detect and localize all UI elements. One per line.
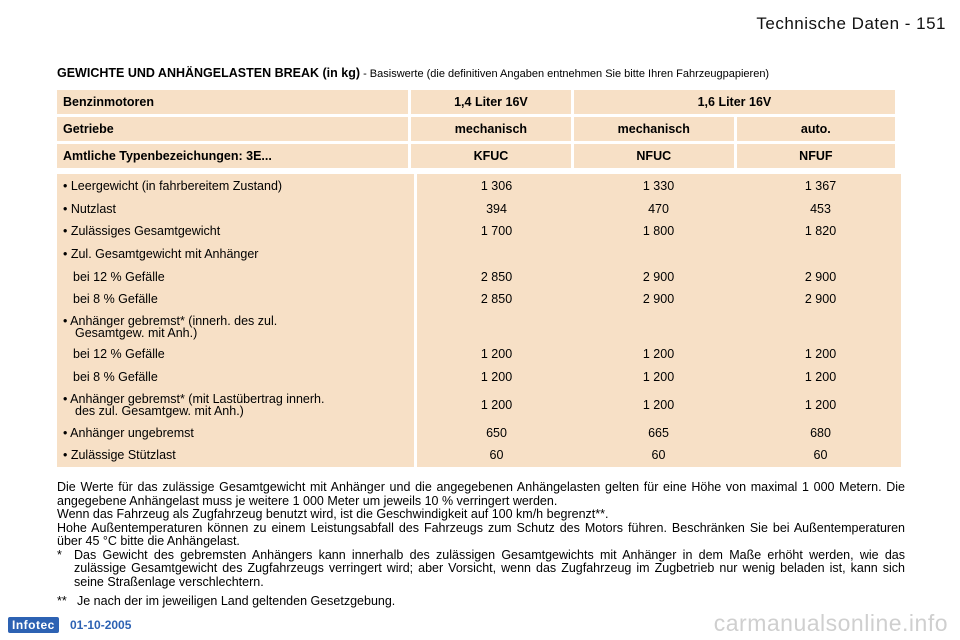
engine-2: 1,6 Liter 16V bbox=[574, 90, 895, 114]
infotec-logo: Infotec bbox=[8, 617, 59, 633]
watermark: carmanualsonline.info bbox=[713, 610, 948, 636]
row-label: • Leergewicht (in fahrbereitem Zustand) bbox=[63, 179, 283, 193]
weights-table-body bbox=[57, 174, 901, 467]
row-label: • Zul. Gesamtgewicht mit Anhänger bbox=[63, 247, 259, 261]
row-value-3: 1 367 bbox=[804, 179, 837, 193]
row-value-2: 1 200 bbox=[642, 370, 675, 384]
row-label-cont: Gesamtgew. mit Anh.) bbox=[75, 326, 198, 340]
gearbox-row bbox=[57, 117, 895, 141]
row-value-3: 2 900 bbox=[804, 270, 837, 284]
note-temperature: Hohe Außentemperaturen können zu einem Leistungsabfall des Fahrzeugs zum Schutz des Motors führen. Beschränken Sie bei Außentemperaturen über 45 °C bitte die Anhängelast. bbox=[57, 520, 905, 548]
row-value-3: 2 900 bbox=[804, 292, 837, 306]
footnote-1-mark: * bbox=[57, 547, 62, 562]
type-2: NFUC bbox=[574, 144, 734, 168]
row-label: bei 8 % Gefälle bbox=[73, 292, 158, 306]
row-label: bei 8 % Gefälle bbox=[73, 370, 158, 384]
footnote-1 bbox=[57, 549, 905, 590]
types-row bbox=[57, 144, 895, 168]
row-value-1: 1 700 bbox=[480, 224, 513, 238]
row-value-2: 470 bbox=[648, 202, 669, 216]
section-title bbox=[57, 66, 907, 80]
row-value-2: 2 900 bbox=[642, 292, 675, 306]
note-altitude: Die Werte für das zulässige Gesamtgewicht mit Anhänger und die angegebenen Anhängelasten gelten für eine Höhe von maximal 1 000 Metern. Die angegebene Anhängelast muss je weitere 1 000 Meter um jeweils 10 % verringert werden. bbox=[57, 480, 905, 508]
row-value-1: 60 bbox=[489, 448, 504, 462]
row-value-3: 680 bbox=[810, 426, 831, 440]
row-value-2: 1 200 bbox=[642, 398, 675, 412]
row-value-2: 1 800 bbox=[642, 224, 675, 238]
row-value-2: 1 200 bbox=[642, 347, 675, 361]
footnote-2-text: Je nach der im jeweiligen Land geltenden Gesetzgebung. bbox=[77, 594, 396, 608]
row-value-1: 1 306 bbox=[480, 179, 513, 193]
row-label: • Anhänger gebremst* (mit Lastübertrag innerh. bbox=[63, 392, 325, 406]
row-label: • Zulässige Stützlast bbox=[63, 448, 176, 462]
section-title-main: GEWICHTE UND ANHÄNGELASTEN BREAK (in kg) bbox=[57, 66, 361, 80]
row-value-3: 1 200 bbox=[804, 347, 837, 361]
engine-1: 1,4 Liter 16V bbox=[411, 90, 571, 114]
footnote-1-text: Das Gewicht des gebremsten Anhängers kann innerhalb des zulässigen Gesamtgewichts mit Anhänger in dem Maße erhöht werden, wie das zulässige Gesamtgewicht des Zugfahrzeugs verringert wird; aber Vorsicht, wenn das Zugfahrzeug im Zugbetrieb nur wenig beladen ist, kann sich seine Straßenlage verschlechtern. bbox=[74, 547, 905, 589]
row-label: bei 12 % Gefälle bbox=[73, 270, 165, 284]
row-label: bei 12 % Gefälle bbox=[73, 347, 165, 361]
types-label: Amtliche Typenbezeichungen: 3E... bbox=[57, 144, 408, 168]
gearbox-1: mechanisch bbox=[411, 117, 571, 141]
footnote-2 bbox=[57, 595, 905, 609]
gearbox-2: mechanisch bbox=[574, 117, 734, 141]
row-value-1: 1 200 bbox=[480, 347, 513, 361]
type-1: KFUC bbox=[411, 144, 571, 168]
row-value-1: 1 200 bbox=[480, 370, 513, 384]
footer-date: 01-10-2005 bbox=[70, 618, 132, 632]
row-value-1: 2 850 bbox=[480, 292, 513, 306]
row-value-3: 1 820 bbox=[804, 224, 837, 238]
notes bbox=[57, 481, 905, 609]
row-value-2: 60 bbox=[651, 448, 666, 462]
engines-row bbox=[57, 90, 895, 114]
type-3: NFUF bbox=[737, 144, 895, 168]
footnote-2-mark: ** bbox=[57, 594, 67, 608]
row-value-3: 1 200 bbox=[804, 398, 837, 412]
row-label: • Nutzlast bbox=[63, 202, 117, 216]
note-speed: Wenn das Fahrzeug als Zugfahrzeug benutzt wird, ist die Geschwindigkeit auf 100 km/h begrenzt**. bbox=[57, 507, 609, 521]
row-label: • Zulässiges Gesamtgewicht bbox=[63, 224, 221, 238]
weights-rows bbox=[57, 174, 901, 467]
row-value-3: 1 200 bbox=[804, 370, 837, 384]
row-value-2: 665 bbox=[648, 426, 669, 440]
row-value-2: 2 900 bbox=[642, 270, 675, 284]
row-value-3: 453 bbox=[810, 202, 831, 216]
row-value-1: 394 bbox=[486, 202, 507, 216]
page-title: Technische Daten - 151 bbox=[756, 14, 946, 33]
gearbox-3: auto. bbox=[737, 117, 895, 141]
row-label-cont: des zul. Gesamtgew. mit Anh.) bbox=[75, 404, 244, 418]
row-label: • Anhänger ungebremst bbox=[63, 426, 194, 440]
engines-label: Benzinmotoren bbox=[57, 90, 408, 114]
section-subtitle: - Basiswerte (die definitiven Angaben entnehmen Sie bitte Ihren Fahrzeugpapieren) bbox=[360, 68, 770, 80]
row-label: • Anhänger gebremst* (innerh. des zul. bbox=[63, 314, 278, 328]
weights-table-header bbox=[54, 87, 898, 171]
row-value-1: 650 bbox=[486, 426, 507, 440]
row-value-3: 60 bbox=[813, 448, 828, 462]
gearbox-label: Getriebe bbox=[57, 117, 408, 141]
row-value-1: 1 200 bbox=[480, 398, 513, 412]
row-value-1: 2 850 bbox=[480, 270, 513, 284]
column-separator bbox=[414, 174, 417, 467]
row-value-2: 1 330 bbox=[642, 179, 675, 193]
